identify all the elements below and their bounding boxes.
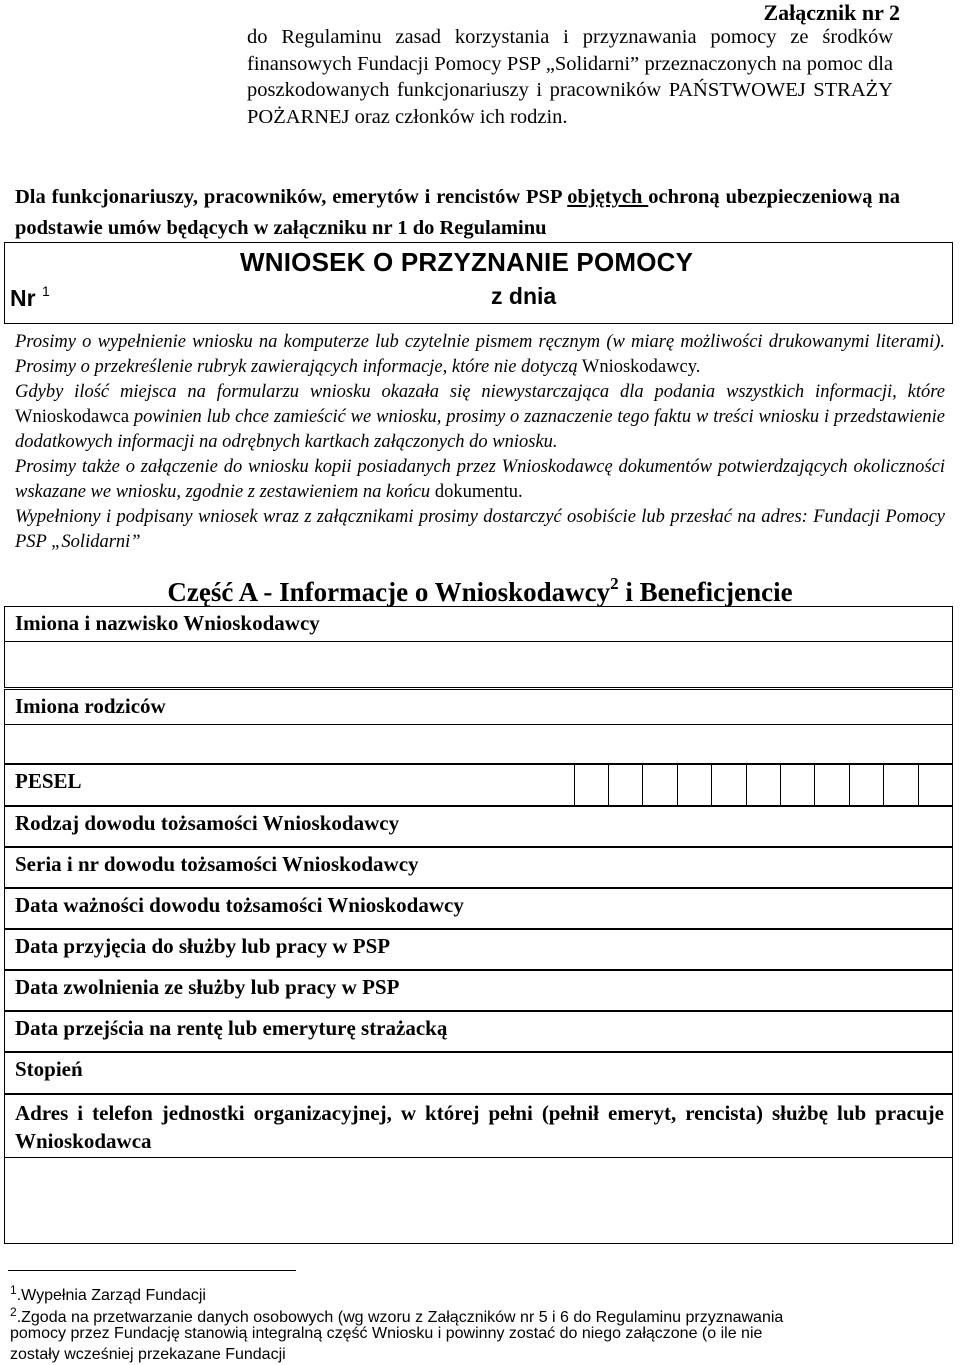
section-a-title-1: Część A - Informacje o Wnioskodawcy <box>167 577 611 607</box>
instruction-2-normal: Wnioskodawca <box>15 407 130 427</box>
pesel-cell[interactable] <box>746 765 780 805</box>
pesel-cell[interactable] <box>574 765 608 805</box>
instruction-1-end: Wnioskodawcy. <box>581 357 701 377</box>
instruction-paragraph-3 <box>15 455 945 505</box>
pesel-cell[interactable] <box>814 765 848 805</box>
nr-footnote-ref: 1 <box>41 283 50 299</box>
footnote-2-mark: 2 <box>10 1305 17 1319</box>
hire-date-label: Data przyjęcia do służby lub pracy w PSP <box>15 934 391 958</box>
instruction-1-text: Prosimy o wypełnienie wniosku na komputerze lub czytelnie pismem ręcznym (w miarę możliwości drukowanymi literami). Prosimy o przekreślenie rubryk zawierających informacje, które nie dotyczą <box>15 332 945 377</box>
audience-text-2: ochroną ubezpieczeniową na podstawie umów będących w załączniku nr 1 do Regulaminu <box>15 186 901 239</box>
instruction-2-text-a: Gdyby ilość miejsca na formularzu wniosku okazała się niewystarczająca dla podania wszystkich informacji, które <box>15 382 945 402</box>
instruction-4-text: Wypełniony i podpisany wniosek wraz z załącznikami prosimy dostarczyć osobiście lub przesłać na adres: Fundacji Pomocy PSP „Solidarni” <box>15 507 945 552</box>
id-number-label: Seria i nr dowodu tożsamości Wnioskodawcy <box>15 852 419 876</box>
unit-address-field[interactable] <box>4 1094 953 1244</box>
parents-names-field[interactable] <box>4 689 953 764</box>
pesel-cell[interactable] <box>642 765 676 805</box>
id-expiry-label: Data ważności dowodu tożsamości Wnioskodawcy <box>15 893 464 917</box>
annex-description: do Regulaminu zasad korzystania i przyznawania pomocy ze środków finansowych Fundacji Pomocy PSP „Solidarni” przeznaczonych na pomoc dla poszkodowanych funkcjonariuszy i pracowników PAŃSTWOWEJ STRAŻY POŻARNEJ oraz członków ich rodzin. <box>247 26 893 128</box>
instruction-paragraph-4 <box>15 505 945 555</box>
unit-address-label: Adres i telefon jednostki organizacyjnej, w której pełni (pełnił emeryt, rencista) służbę lub pracuje Wnioskodawca <box>15 1101 944 1153</box>
id-type-field[interactable] <box>4 806 953 847</box>
pesel-cell[interactable] <box>608 765 642 805</box>
rank-field[interactable] <box>4 1052 953 1094</box>
divider <box>5 1157 952 1158</box>
pesel-cell[interactable] <box>677 765 711 805</box>
id-number-field[interactable] <box>4 847 953 888</box>
footnote-2-text-1: .Zgoda na przetwarzanie danych osobowych (wg wzoru z Załączników nr 5 i 6 do Regulaminu przyznawania <box>16 1309 784 1326</box>
footnote-2-line-2: pomocy przez Fundację stanowią integralną część Wniosku i powinny zostać do niego załączone (o ile nie <box>10 1325 763 1342</box>
id-expiry-field[interactable] <box>4 888 953 929</box>
pesel-field[interactable] <box>4 764 953 806</box>
audience-text-1: Dla funkcjonariuszy, pracowników, emerytów i rencistów PSP <box>15 186 568 208</box>
divider <box>5 724 952 725</box>
parents-names-label: Imiona rodziców <box>15 694 166 718</box>
instructions <box>15 330 945 555</box>
application-number-label <box>10 283 50 312</box>
pesel-cell[interactable] <box>711 765 745 805</box>
instruction-3-end: dokumentu. <box>434 482 523 502</box>
audience-underlined: objętych <box>567 186 649 208</box>
release-date-label: Data zwolnienia ze służby lub pracy w PSP <box>15 975 400 999</box>
audience-statement <box>15 182 900 244</box>
hire-date-field[interactable] <box>4 929 953 970</box>
footnote-1-text: .Wypełnia Zarząd Fundacji <box>16 1287 206 1304</box>
section-a-footnote-ref: 2 <box>610 574 619 593</box>
id-type-label: Rodzaj dowodu tożsamości Wnioskodawcy <box>15 811 400 835</box>
pesel-cell[interactable] <box>849 765 883 805</box>
annex-title: Załącznik nr 2 <box>763 0 900 25</box>
pesel-digit-cells[interactable] <box>574 765 952 805</box>
nr-text: Nr <box>10 285 36 311</box>
instruction-2-text-b: powinien lub chce zamieścić we wniosku, prosimy o zaznaczenie tego faktu w treści wniosku i przedstawienie dodatkowych informacji na odrębnych kartkach załączonych do wniosku. <box>15 407 945 452</box>
pesel-label: PESEL <box>15 769 82 793</box>
pension-date-label: Data przejścia na rentę lub emeryturę strażacką <box>15 1016 448 1040</box>
full-name-label: Imiona i nazwisko Wnioskodawcy <box>15 611 320 635</box>
divider <box>5 641 952 642</box>
section-a-title <box>0 574 960 608</box>
footnote-1-mark: 1 <box>10 1283 17 1297</box>
full-name-field[interactable] <box>4 606 953 688</box>
section-a-title-2: i Beneficjencie <box>618 577 793 607</box>
instruction-3-text: Prosimy także o załączenie do wniosku kopii posiadanych przez Wnioskodawcę dokumentów potwierdzających okoliczności wskazane we wniosku, zgodnie z zestawieniem na końcu <box>15 457 945 502</box>
pesel-cell[interactable] <box>883 765 917 805</box>
instruction-paragraph-2 <box>15 380 945 455</box>
pension-date-field[interactable] <box>4 1011 953 1052</box>
form-date-label: z dnia <box>491 283 557 309</box>
footnote-2-line-3: zostały wcześniej przekazane Fundacji <box>10 1346 286 1363</box>
instruction-paragraph-1 <box>15 330 945 380</box>
pesel-cell[interactable] <box>918 765 952 805</box>
pesel-cell[interactable] <box>780 765 814 805</box>
form-title: WNIOSEK O PRZYZNANIE POMOCY <box>240 247 694 277</box>
release-date-field[interactable] <box>4 970 953 1011</box>
rank-label: Stopień <box>15 1057 83 1081</box>
footnote-separator <box>8 1270 296 1271</box>
